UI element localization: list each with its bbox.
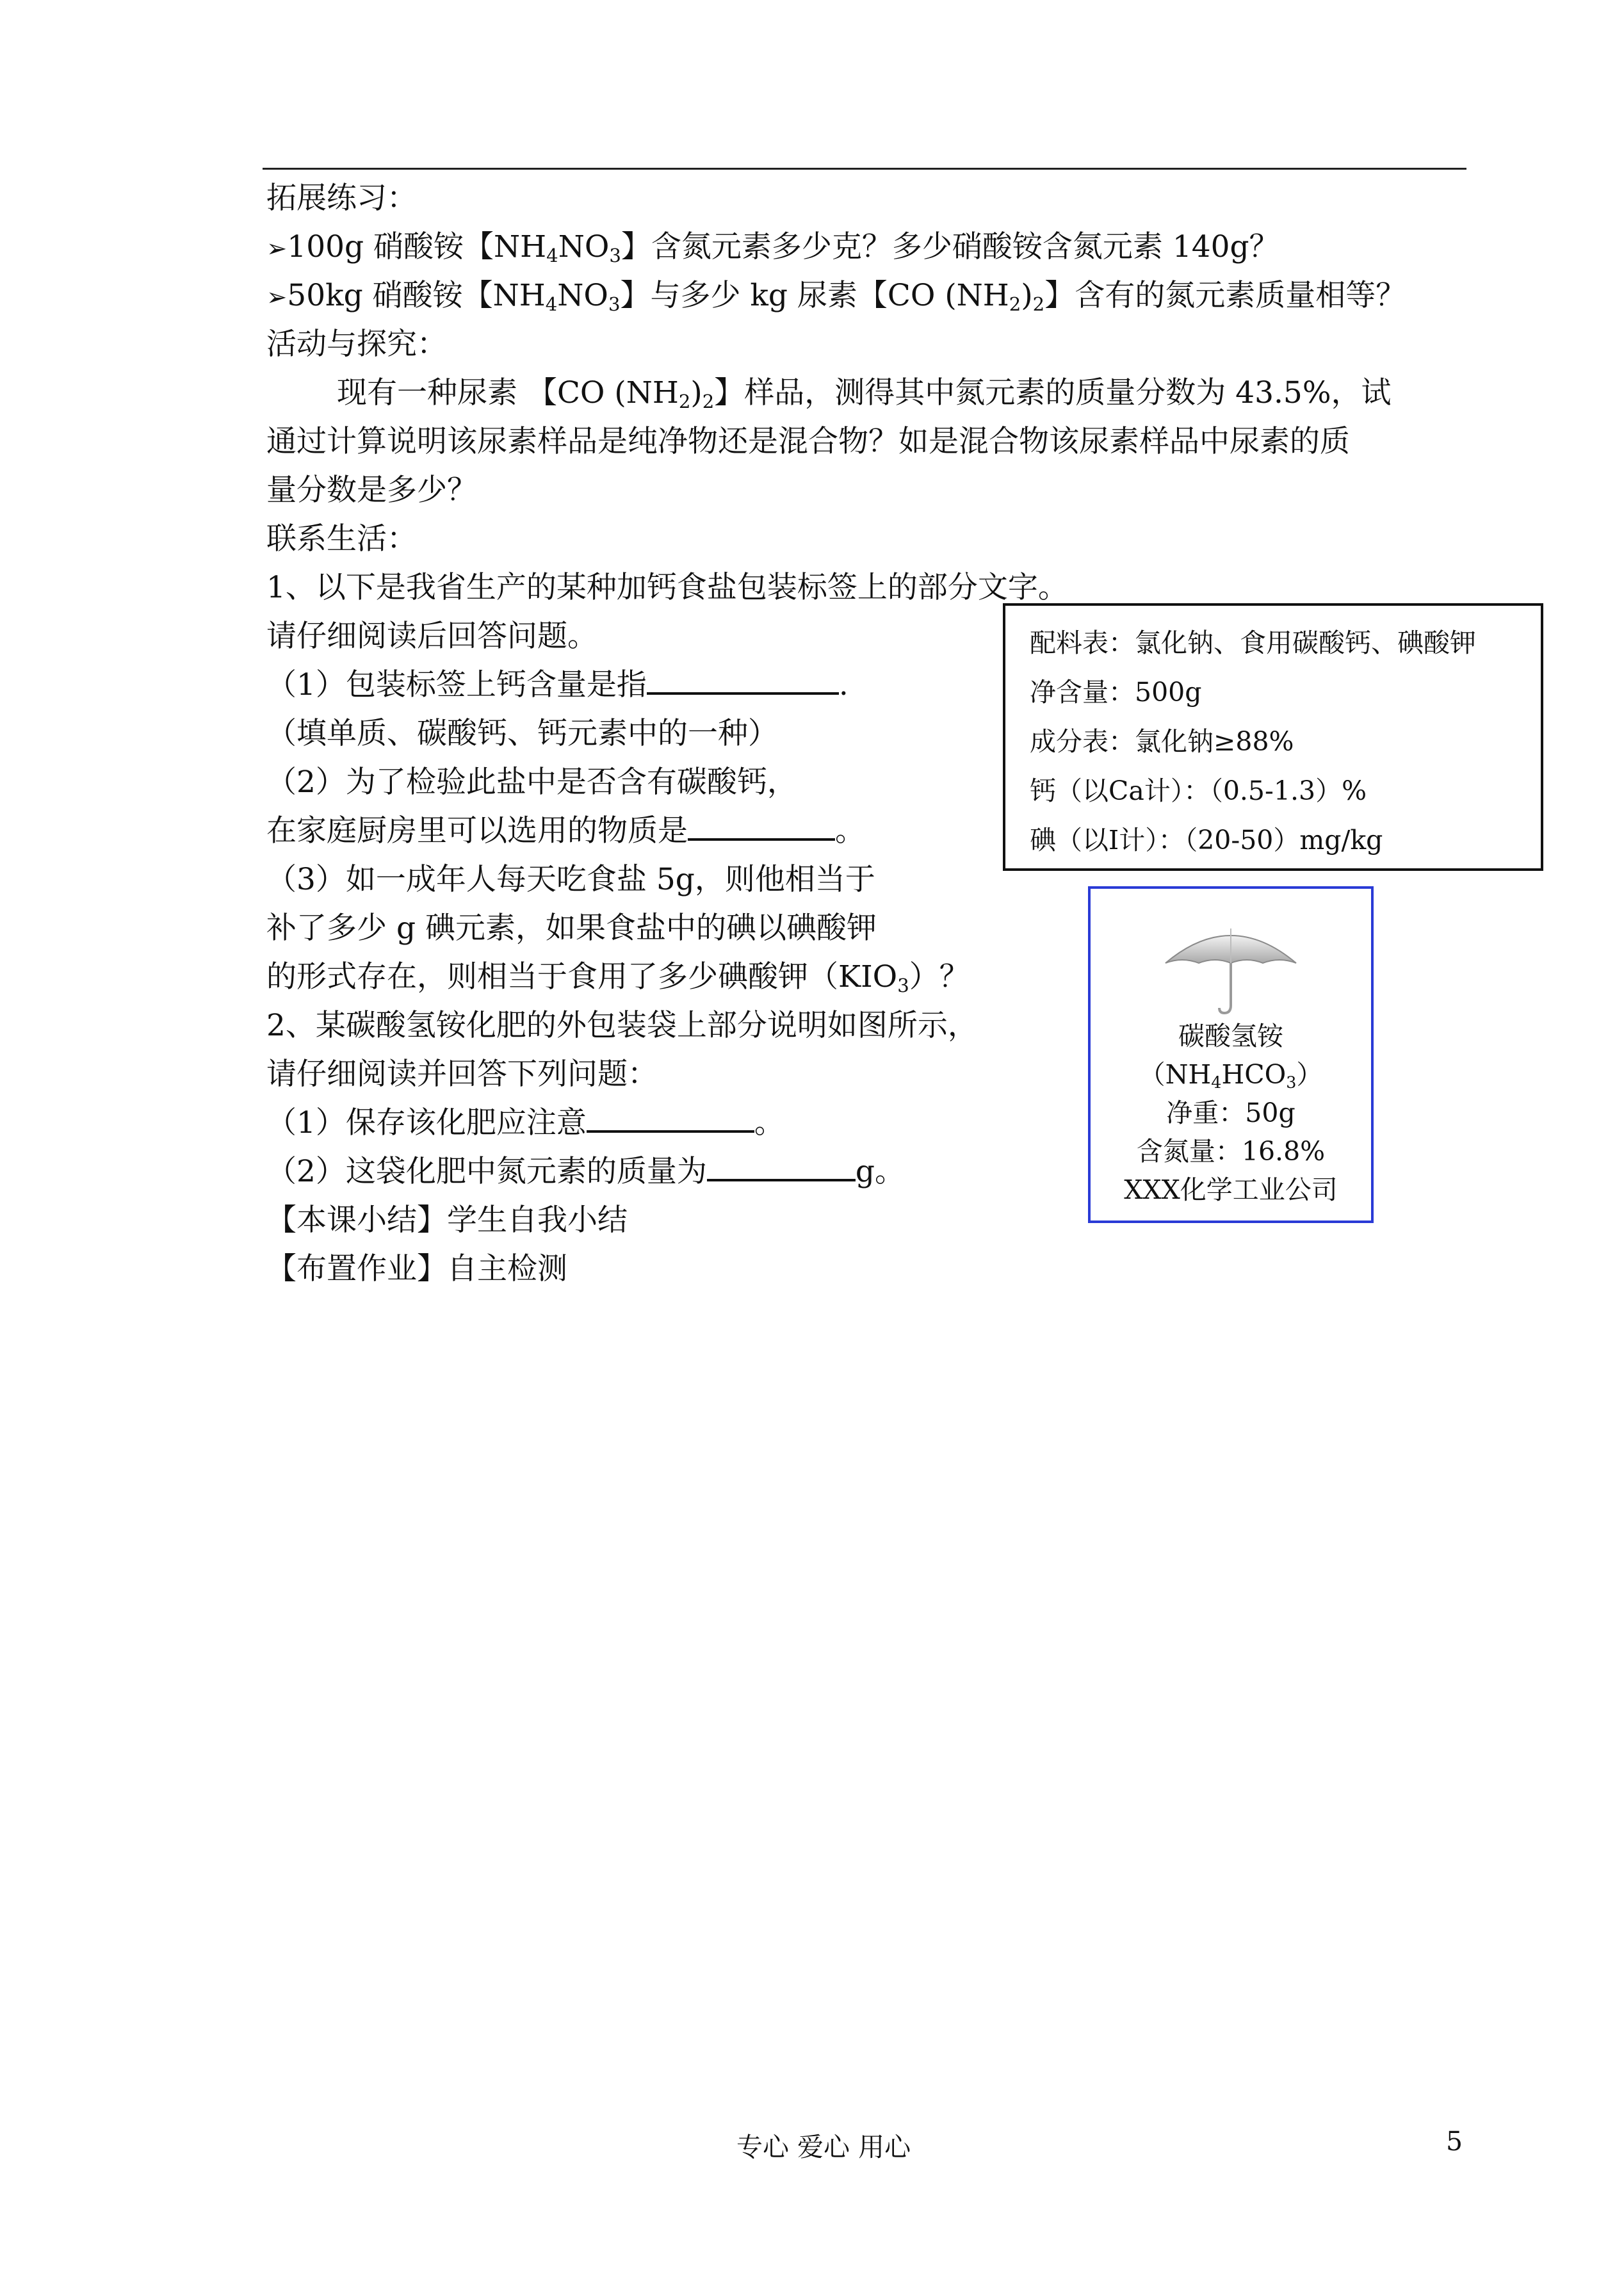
answer-blank-nitrogen-mass[interactable]: [707, 1149, 856, 1181]
problem-1-q3a: （3）如一成年人每天吃食盐 5g，则他相当于: [266, 862, 875, 897]
homework: 【布置作业】自主检测: [266, 1251, 567, 1286]
q1-sub-b: 3: [609, 245, 621, 267]
fertilizer-package-label: [1088, 886, 1374, 1223]
salt-calcium: 钙（以Ca计）：（0.5-1.3）%: [1030, 775, 1367, 806]
p2-q2-end: g。: [855, 1154, 905, 1189]
explore-sub-a: 2: [678, 391, 691, 413]
explore-line-3: 量分数是多少？: [266, 473, 477, 508]
formula-sub-b: 3: [1286, 1073, 1297, 1092]
salt-net-content: 净含量：500g: [1030, 677, 1202, 708]
exercise-question-1: [266, 223, 1470, 272]
lesson-summary: 【本课小结】学生自我小结: [266, 1203, 628, 1238]
fertilizer-company: XXX化学工业公司: [1124, 1174, 1338, 1205]
q2-sub-d: 2: [1032, 293, 1045, 316]
q1-text-c: 】含氮元素多少克？多少硝酸铵含氮元素 140g？: [621, 229, 1279, 264]
exercise-question-2: [266, 272, 1470, 320]
explore-text-a: 现有一种尿素 【CO (NH: [337, 375, 679, 410]
salt-package-label: [1003, 603, 1543, 871]
explore-text-c: 】样品，测得其中氮元素的质量分数为 43.5%，试: [714, 375, 1392, 410]
header-rule: [263, 168, 1466, 170]
p1-q3c-end: ）？: [909, 959, 970, 994]
life-heading: 联系生活：: [266, 521, 417, 556]
q1-text-a: 100g 硝酸铵【NH: [287, 229, 547, 264]
q1-sub-a: 4: [546, 245, 558, 267]
page-number: 5: [1446, 2126, 1463, 2157]
formula-text-a: （NH: [1139, 1059, 1212, 1090]
explore-line-2: 通过计算说明该尿素样品是纯净物还是混合物？如是混合物该尿素样品中尿素的质: [266, 424, 1350, 459]
formula-text-b: HCO: [1221, 1059, 1287, 1090]
problem-1-intro: 1、以下是我省生产的某种加钙食盐包装标签上的部分文字。: [266, 570, 1068, 605]
p1-q1-end: .: [838, 667, 849, 702]
salt-ingredients: 配料表：氯化钠、食用碳酸钙、碘酸钾: [1030, 628, 1476, 658]
q2-sub-c: 2: [1009, 293, 1021, 316]
umbrella-icon: [1160, 921, 1301, 1017]
p2-q1-text: （1）保存该化肥应注意: [266, 1105, 587, 1140]
q2-sub-b: 3: [608, 293, 621, 316]
problem-1-read: 请仔细阅读后回答问题。: [266, 619, 597, 654]
explore-sub-b: 2: [702, 391, 715, 413]
answer-blank-kitchen-substance[interactable]: [688, 809, 835, 841]
p2-q1-end: 。: [754, 1105, 784, 1140]
q2-text-b: NO: [557, 278, 608, 313]
problem-1-q2a: （2）为了检验此盐中是否含有碳酸钙，: [266, 765, 797, 800]
problem-2-read: 请仔细阅读并回答下列问题：: [266, 1057, 658, 1092]
q2-text-c: 】与多少 kg 尿素【CO (NH: [620, 278, 1009, 313]
problem-1-q3b: 补了多少 g 碘元素，如果食盐中的碘以碘酸钾: [266, 911, 877, 946]
arrow-bullet-icon: ➢: [266, 283, 288, 312]
q2-text-e: 】含有的氮元素质量相等？: [1044, 278, 1406, 313]
formula-sub-a: 4: [1211, 1073, 1222, 1092]
formula-text-c: ）: [1296, 1059, 1323, 1090]
p1-q3c-text: 的形式存在，则相当于食用了多少碘酸钾（KIO: [266, 959, 898, 994]
p1-q1-text: （1）包装标签上钙含量是指: [266, 667, 647, 702]
problem-2-intro: 2、某碳酸氢铵化肥的外包装袋上部分说明如图所示，: [266, 1008, 978, 1043]
salt-composition: 成分表：氯化钠≥88%: [1030, 726, 1294, 757]
q2-text-d: ): [1021, 278, 1033, 313]
q2-text-a: 50kg 硝酸铵【NH: [287, 278, 546, 313]
fertilizer-name: 碳酸氢铵: [1178, 1021, 1283, 1051]
p1-q2b-text: 在家庭厨房里可以选用的物质是: [266, 813, 688, 848]
footer-motto: 专心 爱心 用心: [736, 2132, 911, 2162]
fertilizer-nitrogen: 含氮量：16.8%: [1136, 1136, 1326, 1167]
problem-1-q1-note: （填单质、碳酸钙、钙元素中的一种）: [266, 716, 778, 751]
fertilizer-formula: [1091, 1055, 1371, 1094]
salt-iodine: 碘（以I计）：（20-50）mg/kg: [1030, 825, 1383, 856]
explore-heading: 活动与探究：: [266, 327, 447, 362]
p1-q2b-end: 。: [835, 813, 865, 848]
explore-line-1: [266, 369, 1470, 418]
p2-q2-text: （2）这袋化肥中氮元素的质量为: [266, 1154, 707, 1189]
arrow-bullet-icon: ➢: [266, 234, 288, 263]
q2-sub-a: 4: [545, 293, 558, 316]
q1-text-b: NO: [558, 229, 610, 264]
fertilizer-net-weight: 净重：50g: [1166, 1098, 1295, 1128]
answer-blank-storage[interactable]: [587, 1101, 754, 1133]
p1-q3c-sub: 3: [897, 975, 909, 997]
explore-text-b: ): [690, 375, 702, 410]
answer-blank-calcium[interactable]: [647, 663, 839, 695]
exercises-heading: 拓展练习：: [266, 181, 417, 216]
